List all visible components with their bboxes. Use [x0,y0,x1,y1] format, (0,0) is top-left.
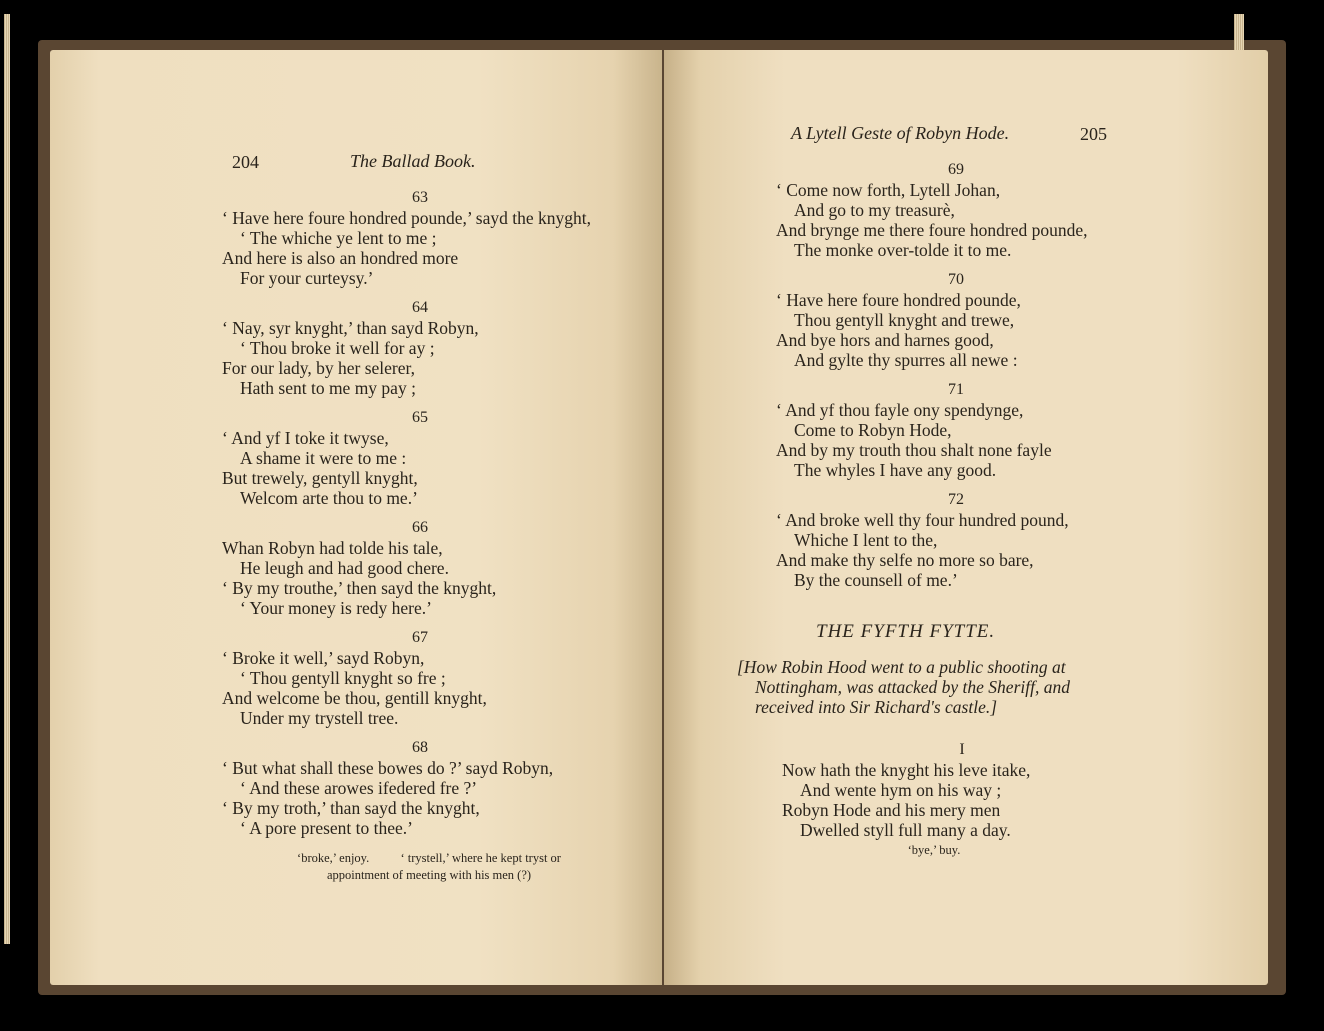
verse-line: Robyn Hode and his mery men [782,800,1001,820]
verse-line: ‘ Nay, syr knyght,’ than sayd Robyn, [222,318,479,338]
section-argument [737,657,1070,717]
verse-line: ‘ By my trouthe,’ then sayd the knyght, [222,578,497,598]
stanza [782,740,1030,840]
verse-line: Thou gentyll knyght and trewe, [794,310,1015,330]
stanza [776,490,1069,590]
stanza [776,270,1021,370]
running-head-left: The Ballad Book. [350,151,476,171]
stanza-number: 70 [948,271,964,288]
stanza [222,188,591,288]
verse-line: And welcome be thou, gentill knyght, [222,688,487,708]
footnote-left-line1: ‘broke,’ enjoy. ‘ trystell,’ where he kept tryst or [297,851,561,865]
stanza [222,518,496,618]
stanza [222,298,479,398]
verse-line: ‘ Come now forth, Lytell Johan, [776,180,1001,200]
verse-line: ‘ By my troth,’ than sayd the knyght, [222,798,480,818]
verse-line: Whan Robyn had tolde his tale, [222,538,443,558]
stanza-number: 72 [948,491,964,508]
stanza [776,160,1088,260]
verse-line: ‘ Your money is redy here.’ [240,598,432,618]
verse-line: ‘ Have here foure hondred pounde,’ sayd the knyght, [222,208,591,228]
verse-line: And bye hors and harnes good, [776,330,994,350]
verse-line: ‘ And broke well thy four hundred pound, [776,510,1069,530]
footnote-right: ‘bye,’ buy. [907,843,961,857]
verse-line: Whiche I lent to the, [794,530,938,550]
verse-line: ‘ Thou gentyll knyght so fre ; [240,668,446,688]
stanza [222,738,553,838]
page-number-left: 204 [232,152,259,172]
footnote-left [264,850,594,884]
verse-line: ‘ And yf I toke it twyse, [222,428,389,448]
verse-line: But trewely, gentyll knyght, [222,468,418,488]
right-page [664,50,1268,985]
verse-line: For our lady, by her selerer, [222,358,416,378]
verse-line: Under my trystell tree. [240,708,399,728]
verse-line: Dwelled styll full many a day. [800,820,1011,840]
stanza-number: 69 [948,161,964,178]
running-head-right: A Lytell Geste of Robyn Hode. [791,123,1010,143]
verse-line: And here is also an hondred more [222,248,459,268]
stanza-number: 65 [412,409,428,426]
verse-line: The monke over-tolde it to me. [794,240,1012,260]
verse-line: And make thy selfe no more so bare, [776,550,1034,570]
stanza [222,628,487,728]
verse-line: And gylte thy spurres all newe : [794,350,1018,370]
footnote-left-line2: appointment of meeting with his men (?) [326,868,532,882]
verse-line: The whyles I have any good. [794,460,997,480]
verse-line: ‘ Have here foure hondred pounde, [776,290,1021,310]
stanza-number: 63 [412,189,428,206]
verse-line: Hath sent to me my pay ; [240,378,416,398]
verse-line: And wente hym on his way ; [800,780,1002,800]
verse-line: ‘ And yf thou fayle ony spendynge, [776,400,1024,420]
argument-line: received into Sir Richard's castle.] [755,697,998,717]
left-page [50,50,662,985]
page-number-right: 205 [1080,124,1107,144]
left-page-edges [4,14,10,944]
verse-line: And go to my treasurè, [794,200,955,220]
book-spread [38,40,1286,995]
verse-line: ‘ Thou broke it well for ay ; [240,338,435,358]
verse-line: Now hath the knyght his leve itake, [782,760,1031,780]
section-title: THE FYFTH FYTTE. [816,621,996,642]
stanza-number: 66 [412,519,428,536]
stanza-number: 71 [948,381,964,398]
verse-line: ‘ A pore present to thee.’ [240,818,414,838]
verse-line: ‘ Broke it well,’ sayd Robyn, [222,648,425,668]
stanza [776,380,1052,480]
argument-line: Nottingham, was attacked by the Sheriff, and [755,677,1070,697]
verse-line: ‘ And these arowes ifedered fre ?’ [240,778,478,798]
argument-line: [How Robin Hood went to a public shooting at [737,657,1066,677]
verse-line: And by my trouth thou shalt none fayle [776,440,1052,460]
verse-line: Come to Robyn Hode, [794,420,952,440]
verse-line: ‘ But what shall these bowes do ?’ sayd Robyn, [222,758,554,778]
verse-line: ‘ The whiche ye lent to me ; [240,228,437,248]
stanza-number: 67 [412,629,428,646]
stanza [222,408,428,508]
stanza-number: 68 [412,739,428,756]
verse-line: He leugh and had good chere. [240,558,449,578]
stanza-number: 64 [412,299,428,316]
stanza-number: I [959,741,965,758]
verse-line: For your curteysy.’ [240,268,374,288]
verse-line: And brynge me there foure hondred pounde, [776,220,1088,240]
verse-line: A shame it were to me : [240,448,407,468]
verse-line: Welcom arte thou to me.’ [240,488,418,508]
verse-line: By the counsell of me.’ [794,570,958,590]
